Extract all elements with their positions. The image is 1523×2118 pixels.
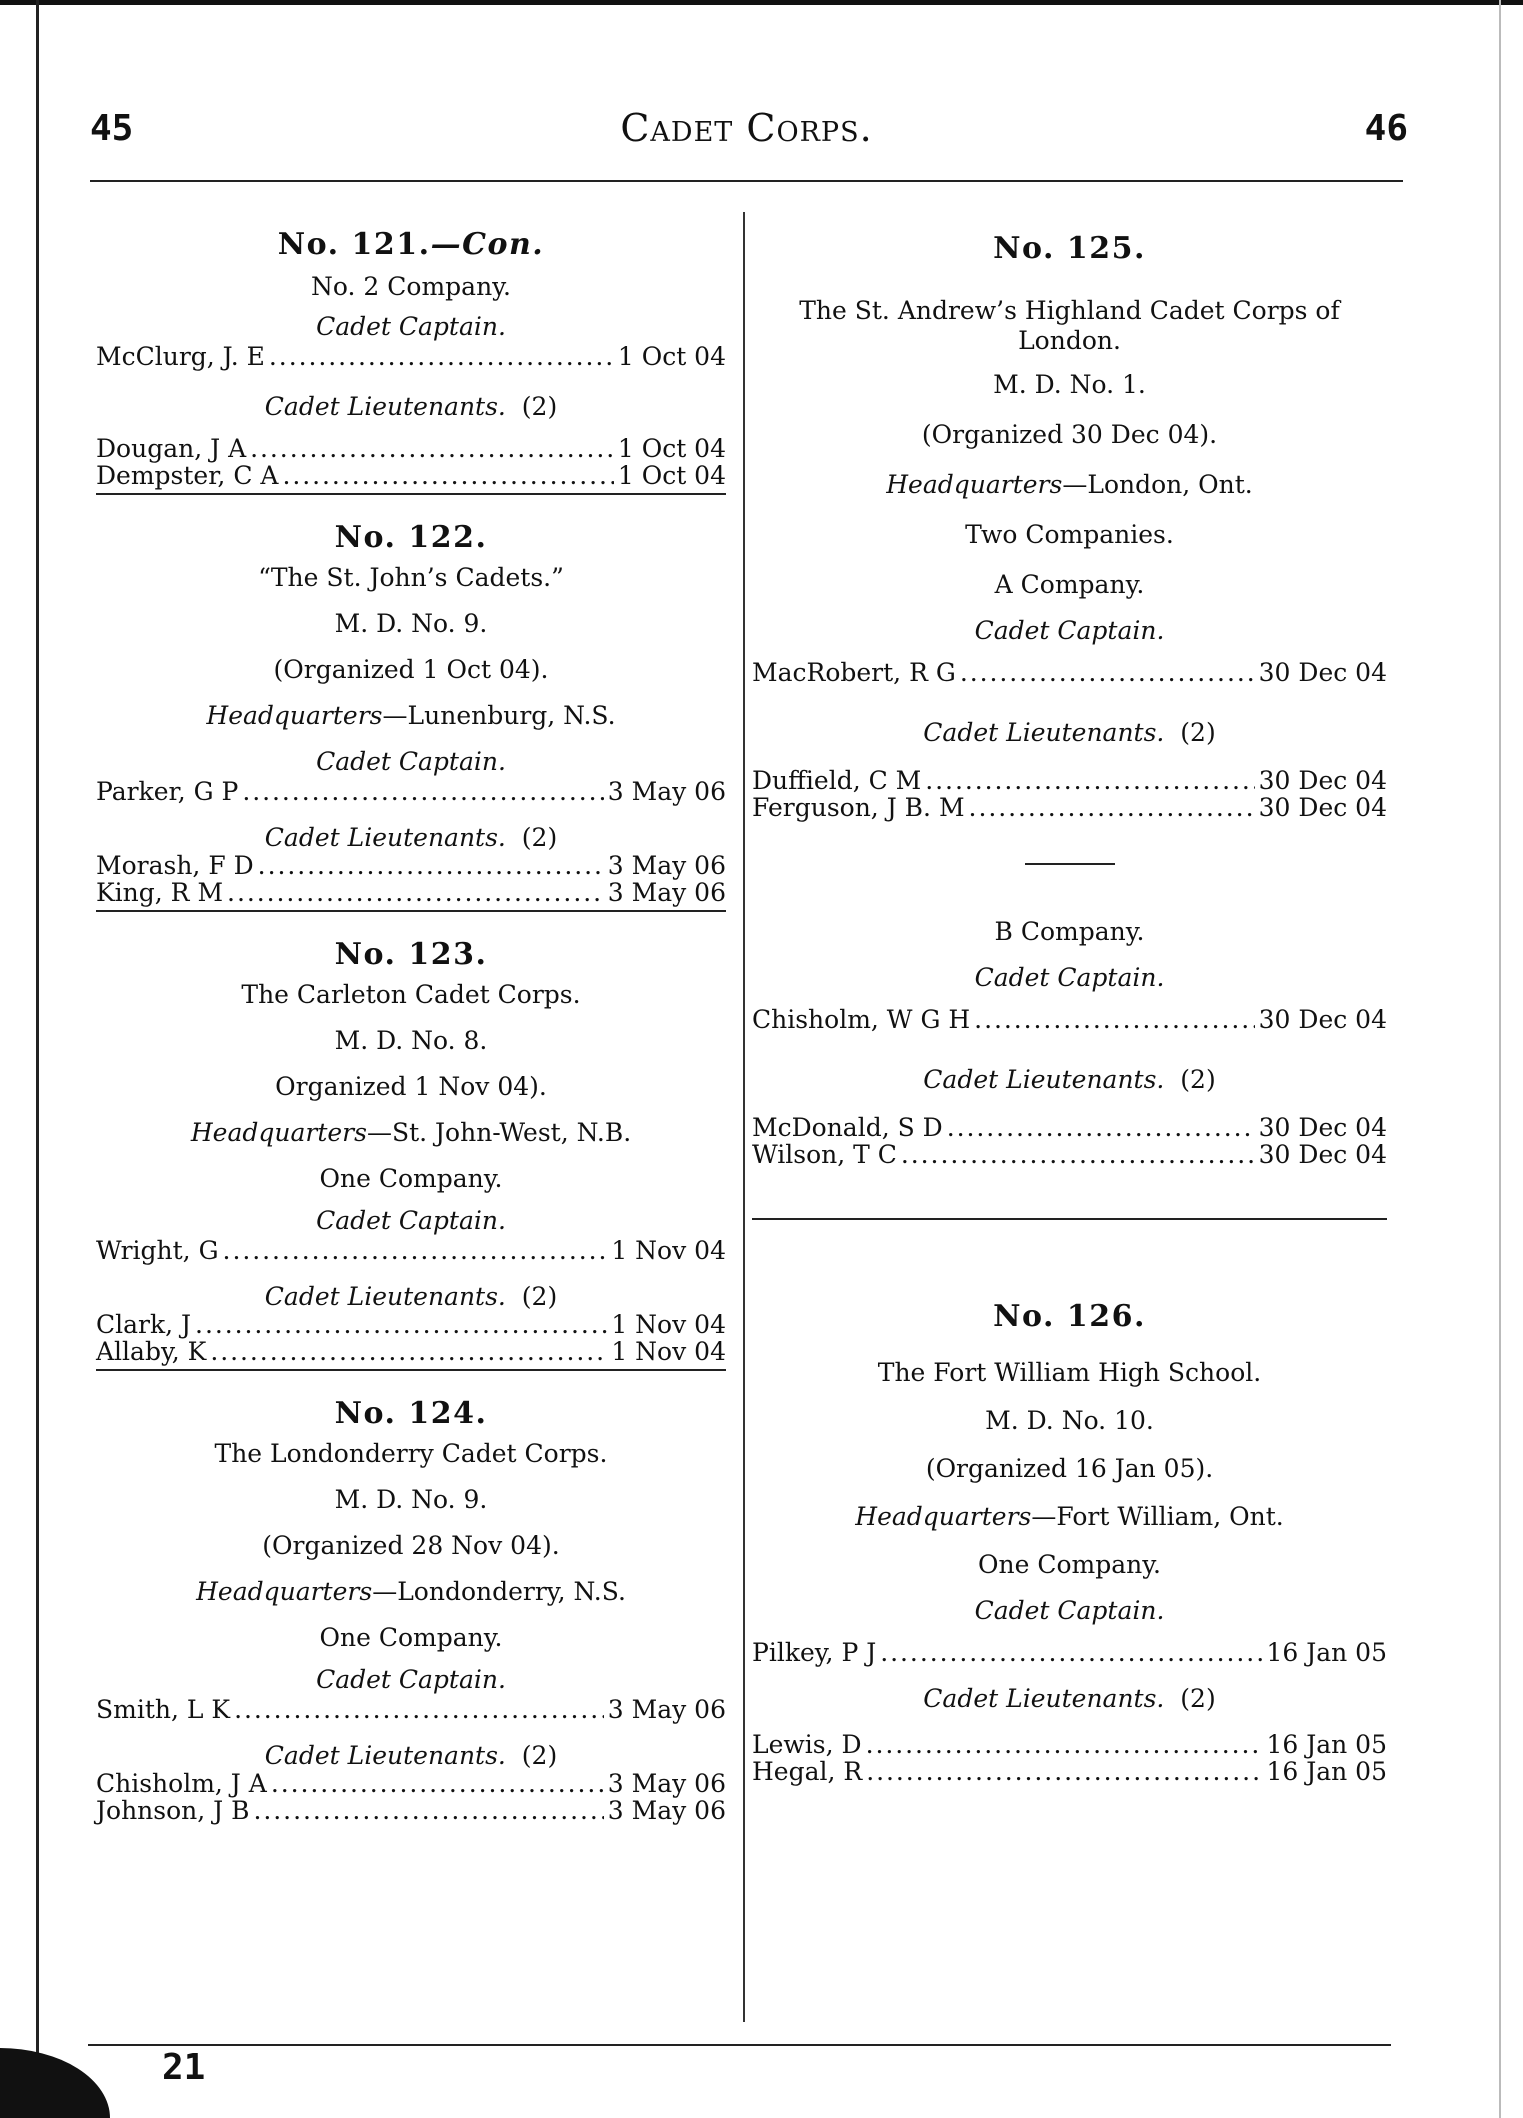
entry-separator	[96, 910, 726, 912]
entry-122	[96, 521, 726, 906]
lieutenants-count: (2)	[1180, 718, 1216, 747]
headquarters-label: Headquarters	[190, 1118, 367, 1147]
appointment-date: 30 Dec 04	[1258, 658, 1387, 687]
lieutenants-count: (2)	[521, 1282, 558, 1311]
corps-title: The St. Andrew’s Highland Cadet Corps of London.	[799, 296, 1340, 355]
entry-number: No. 126.	[993, 1299, 1146, 1334]
person-name: Wilson, T C	[752, 1140, 897, 1169]
entry-separator	[752, 1218, 1387, 1220]
lieutenant-row	[96, 852, 726, 879]
leader-dots	[866, 1758, 1262, 1785]
lieutenants-heading-text: Cadet Lieutenants.	[923, 1065, 1165, 1094]
captain-heading: Cadet Captain.	[974, 1596, 1165, 1625]
lieutenants-heading	[752, 718, 1387, 747]
captain-row	[752, 1006, 1387, 1033]
headquarters-value: —Lunenburg, N.S.	[382, 701, 616, 730]
scan-corner-shadow	[0, 2048, 110, 2118]
headquarters-value: —St. John-West, N.B.	[366, 1118, 632, 1147]
headquarters-label: Headquarters	[196, 1577, 373, 1606]
military-district: M. D. No. 8.	[334, 1026, 488, 1055]
appointment-date: 30 Dec 04	[1258, 793, 1387, 822]
entry-126	[752, 1300, 1387, 1785]
organized-date: (Organized 30 Dec 04).	[921, 420, 1218, 449]
military-district: M. D. No. 10.	[985, 1406, 1154, 1435]
column-divider	[743, 212, 745, 2022]
person-name: Chisholm, J A	[96, 1769, 267, 1798]
person-name: McClurg, J. E	[96, 342, 265, 371]
person-name: Morash, F D	[96, 851, 254, 880]
header-rule	[90, 180, 1403, 182]
organized-date: Organized 1 Nov 04).	[275, 1072, 547, 1101]
person-name: Chisholm, W G H	[752, 1005, 971, 1034]
lieutenants-heading	[96, 392, 726, 421]
person-name: Wright, G	[96, 1236, 219, 1265]
entry-number: No. 124.	[334, 1396, 488, 1431]
entry-number: No. 122.	[334, 520, 488, 555]
entry-number	[96, 228, 726, 262]
leader-dots	[195, 1311, 607, 1338]
captain-row	[96, 1696, 726, 1723]
lieutenant-row	[752, 1731, 1387, 1758]
person-name: Pilkey, P J	[752, 1638, 877, 1667]
captain-heading: Cadet Captain.	[316, 747, 506, 776]
captain-row	[96, 1237, 726, 1264]
scan-left-edge	[0, 0, 39, 2118]
lieutenants-heading-text: Cadet Lieutenants.	[923, 718, 1165, 747]
leader-dots	[227, 879, 604, 906]
entry-123	[96, 938, 726, 1365]
lieutenants-heading-text: Cadet Lieutenants.	[264, 392, 506, 421]
leader-dots	[258, 852, 604, 879]
captain-row	[752, 1639, 1387, 1666]
person-name: Lewis, D	[752, 1730, 862, 1759]
leader-dots	[880, 1639, 1262, 1666]
person-name: Allaby, K	[96, 1337, 207, 1366]
lieutenants-heading	[96, 1741, 726, 1770]
captain-heading: Cadet Captain.	[974, 963, 1165, 992]
appointment-date: 1 Oct 04	[617, 342, 726, 371]
lieutenants-heading-text: Cadet Lieutenants.	[264, 1741, 506, 1770]
leader-dots	[282, 462, 613, 489]
headquarters	[752, 468, 1387, 502]
leader-dots	[210, 1338, 607, 1365]
company-b-heading: B Company.	[994, 917, 1145, 946]
signature-number: 21	[162, 2047, 206, 2088]
lieutenant-row	[752, 1114, 1387, 1141]
entry-number: No. 125.	[993, 231, 1146, 266]
military-district: M. D. No. 9.	[334, 1485, 488, 1514]
lieutenants-heading-text: Cadet Lieutenants.	[264, 823, 506, 852]
leader-dots	[234, 1696, 604, 1723]
leader-dots	[242, 778, 603, 805]
appointment-date: 16 Jan 05	[1266, 1757, 1387, 1786]
lieutenants-count: (2)	[1180, 1065, 1216, 1094]
captain-heading: Cadet Captain.	[974, 616, 1165, 645]
companies-count: One Company.	[319, 1164, 503, 1193]
lieutenants-count: (2)	[1180, 1684, 1216, 1713]
person-name: Clark, J	[96, 1310, 192, 1339]
organized-date: (Organized 1 Oct 04).	[273, 655, 549, 684]
leader-dots	[925, 767, 1254, 794]
entry-124	[96, 1397, 726, 1824]
person-name: Dougan, J A	[96, 434, 247, 463]
headquarters	[96, 1116, 726, 1150]
headquarters-value: —London, Ont.	[1062, 470, 1253, 499]
leader-dots	[960, 659, 1255, 686]
leader-dots	[969, 794, 1255, 821]
organized-date: (Organized 28 Nov 04).	[262, 1531, 560, 1560]
appointment-date: 3 May 06	[607, 1796, 726, 1825]
headquarters-value: —Fort William, Ont.	[1031, 1502, 1284, 1531]
appointment-date: 3 May 06	[607, 878, 726, 907]
appointment-date: 16 Jan 05	[1266, 1730, 1387, 1759]
lieutenant-row	[752, 1758, 1387, 1785]
headquarters-value: —Londonderry, N.S.	[372, 1577, 626, 1606]
leader-dots	[223, 1237, 608, 1264]
headquarters-label: Headquarters	[206, 701, 383, 730]
lieutenant-row	[752, 1141, 1387, 1168]
entry-number-suffix: —Con.	[430, 227, 545, 262]
person-name: Johnson, J B	[96, 1796, 250, 1825]
company-separator	[1025, 863, 1115, 865]
organized-date: (Organized 16 Jan 05).	[925, 1454, 1214, 1483]
corps-title: The Carleton Cadet Corps.	[241, 980, 581, 1009]
appointment-date: 1 Nov 04	[611, 1236, 726, 1265]
corps-title: The Fort William High School.	[877, 1358, 1262, 1387]
right-page-number: 46	[1364, 108, 1408, 149]
lieutenant-row	[96, 1797, 726, 1824]
headquarters	[96, 699, 726, 733]
headquarters	[752, 1500, 1387, 1534]
military-district: M. D. No. 9.	[334, 609, 488, 638]
appointment-date: 3 May 06	[607, 851, 726, 880]
lieutenants-count: (2)	[521, 1741, 558, 1770]
lieutenant-row	[96, 1770, 726, 1797]
captain-row	[96, 343, 726, 370]
lieutenant-row	[96, 435, 726, 462]
headquarters-label: Headquarters	[855, 1502, 1032, 1531]
captain-heading: Cadet Captain.	[316, 1206, 506, 1235]
lieutenants-heading	[96, 1282, 726, 1311]
leader-dots	[271, 1770, 604, 1797]
entry-125	[752, 232, 1387, 1168]
appointment-date: 3 May 06	[607, 1769, 726, 1798]
person-name: Ferguson, J B. M	[752, 793, 965, 822]
appointment-date: 30 Dec 04	[1258, 1140, 1387, 1169]
lieutenant-row	[96, 1311, 726, 1338]
lieutenants-heading-text: Cadet Lieutenants.	[923, 1684, 1165, 1713]
entry-121	[96, 228, 726, 489]
bottom-rule	[88, 2044, 1391, 2046]
corps-title: “The St. John’s Cadets.”	[258, 563, 564, 592]
lieutenants-count: (2)	[521, 392, 558, 421]
appointment-date: 30 Dec 04	[1258, 1005, 1387, 1034]
leader-dots	[974, 1006, 1254, 1033]
lieutenants-count: (2)	[521, 823, 558, 852]
lieutenants-heading	[96, 823, 726, 852]
company-a-heading: A Company.	[994, 570, 1145, 599]
companies-count: One Company.	[978, 1550, 1161, 1579]
lieutenant-row	[96, 879, 726, 906]
person-name: Hegal, R	[752, 1757, 863, 1786]
lieutenant-row	[752, 794, 1387, 821]
appointment-date: 1 Nov 04	[611, 1310, 726, 1339]
headquarters-label: Headquarters	[886, 470, 1063, 499]
company-line: No. 2 Company.	[311, 272, 511, 301]
lieutenants-heading-text: Cadet Lieutenants.	[264, 1282, 506, 1311]
companies-count: One Company.	[319, 1623, 503, 1652]
entry-separator	[96, 493, 726, 495]
appointment-date: 1 Oct 04	[617, 434, 726, 463]
scan-right-edge	[1499, 0, 1523, 2118]
person-name: McDonald, S D	[752, 1113, 943, 1142]
leader-dots	[901, 1141, 1255, 1168]
entry-number-text: No. 121.	[277, 227, 431, 262]
lieutenant-row	[96, 1338, 726, 1365]
leader-dots	[947, 1114, 1255, 1141]
left-page-number: 45	[90, 108, 134, 149]
scan-top-edge	[0, 0, 1523, 5]
right-column	[752, 216, 1387, 1785]
leader-dots	[254, 1797, 604, 1824]
appointment-date: 3 May 06	[607, 777, 726, 806]
captain-row	[752, 659, 1387, 686]
appointment-date: 1 Nov 04	[611, 1337, 726, 1366]
page-title: Cadet Corps.	[620, 106, 873, 150]
lieutenants-heading	[752, 1065, 1387, 1094]
corps-title: The Londonderry Cadet Corps.	[214, 1439, 608, 1468]
person-name: Smith, L K	[96, 1695, 231, 1724]
lieutenant-row	[752, 767, 1387, 794]
headquarters	[96, 1575, 726, 1609]
entry-separator	[96, 1369, 726, 1371]
leader-dots	[866, 1731, 1263, 1758]
captain-row	[96, 778, 726, 805]
left-column	[96, 216, 726, 1824]
appointment-date: 3 May 06	[607, 1695, 726, 1724]
military-district: M. D. No. 1.	[993, 370, 1146, 399]
leader-dots	[250, 435, 614, 462]
lieutenants-heading	[752, 1684, 1387, 1713]
person-name: Duffield, C M	[752, 766, 922, 795]
appointment-date: 30 Dec 04	[1258, 1113, 1387, 1142]
leader-dots	[269, 343, 614, 370]
appointment-date: 1 Oct 04	[617, 461, 726, 490]
appointment-date: 16 Jan 05	[1266, 1638, 1387, 1667]
captain-heading: Cadet Captain.	[316, 1665, 506, 1694]
companies-count: Two Companies.	[965, 520, 1174, 549]
person-name: Dempster, C A	[96, 461, 279, 490]
entry-number: No. 123.	[334, 937, 488, 972]
page-header	[90, 100, 1408, 160]
lieutenant-row	[96, 462, 726, 489]
person-name: Parker, G P	[96, 777, 239, 806]
person-name: King, R M	[96, 878, 224, 907]
captain-heading: Cadet Captain.	[316, 312, 506, 341]
person-name: MacRobert, R G	[752, 658, 956, 687]
appointment-date: 30 Dec 04	[1258, 766, 1387, 795]
